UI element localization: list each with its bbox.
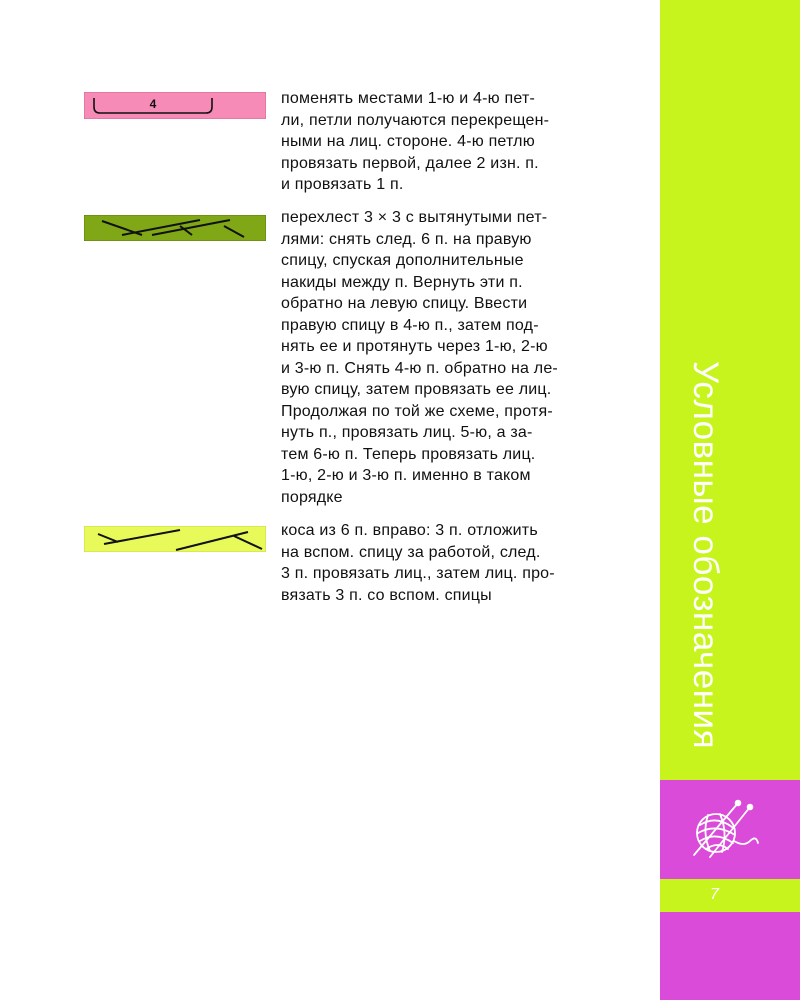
cross-4-description — [281, 88, 629, 196]
description-line: коса из 6 п. вправо: 3 п. отложить — [281, 522, 538, 539]
cross-4-stitches-symbol — [84, 92, 266, 119]
description-line: ными на лиц. стороне. 4-ю петлю — [281, 133, 535, 150]
description-line: поменять местами 1-ю и 4-ю пет- — [281, 90, 536, 107]
description-line: и провязать 1 п. — [281, 176, 404, 193]
description-line: вязать 3 п. со вспом. спицы — [281, 586, 492, 604]
description-line: накиды между п. Вернуть эти п. — [281, 273, 523, 291]
description-line: 3 п. провязать лиц., затем лиц. про- — [281, 565, 555, 582]
description-line: обратно на левую спицу. Ввести — [281, 295, 528, 312]
description-line: на вспом. спицу за работой, след. — [281, 543, 541, 561]
description-line: перехлест 3 × 3 с вытянутыми пет- — [281, 209, 548, 226]
yarn-ball-icon — [680, 797, 760, 861]
description-line: спицу, спуская дополнительные — [281, 252, 524, 269]
description-line: ли, петли получаются перекрещен- — [281, 111, 550, 129]
page-number: 7 — [710, 886, 719, 903]
section-title: Условные обозначения — [686, 360, 725, 750]
description-line: нуть п., провязать лиц. 5-ю, а за- — [281, 424, 533, 441]
elongated-cross-3x3-symbol — [84, 215, 266, 241]
cable-6-right-description — [281, 520, 629, 606]
description-line: тем 6-ю п. Теперь провязать лиц. — [281, 445, 536, 463]
elongated-cross-description — [281, 207, 629, 508]
section-title-container — [660, 0, 750, 780]
description-line: правую спицу в 4-ю п., затем под- — [281, 316, 539, 334]
sidebar — [660, 0, 800, 1000]
description-line: Продолжая по той же схеме, протя- — [281, 402, 553, 420]
description-line: порядке — [281, 488, 343, 506]
symbol-label: 4 — [149, 97, 157, 111]
page-number-band — [660, 879, 800, 912]
cable-6-right-symbol — [84, 526, 266, 552]
description-line: 1-ю, 2-ю и 3-ю п. именно в таком — [281, 467, 531, 484]
description-line: провязать первой, далее 2 изн. п. — [281, 154, 539, 172]
description-line: нять ее и протянуть через 1-ю, 2-ю — [281, 338, 548, 355]
description-line: лями: снять след. 6 п. на правую — [281, 230, 532, 248]
description-line: вую спицу, затем провязать ее лиц. — [281, 381, 552, 398]
description-line: и 3-ю п. Снять 4-ю п. обратно на ле- — [281, 359, 558, 377]
